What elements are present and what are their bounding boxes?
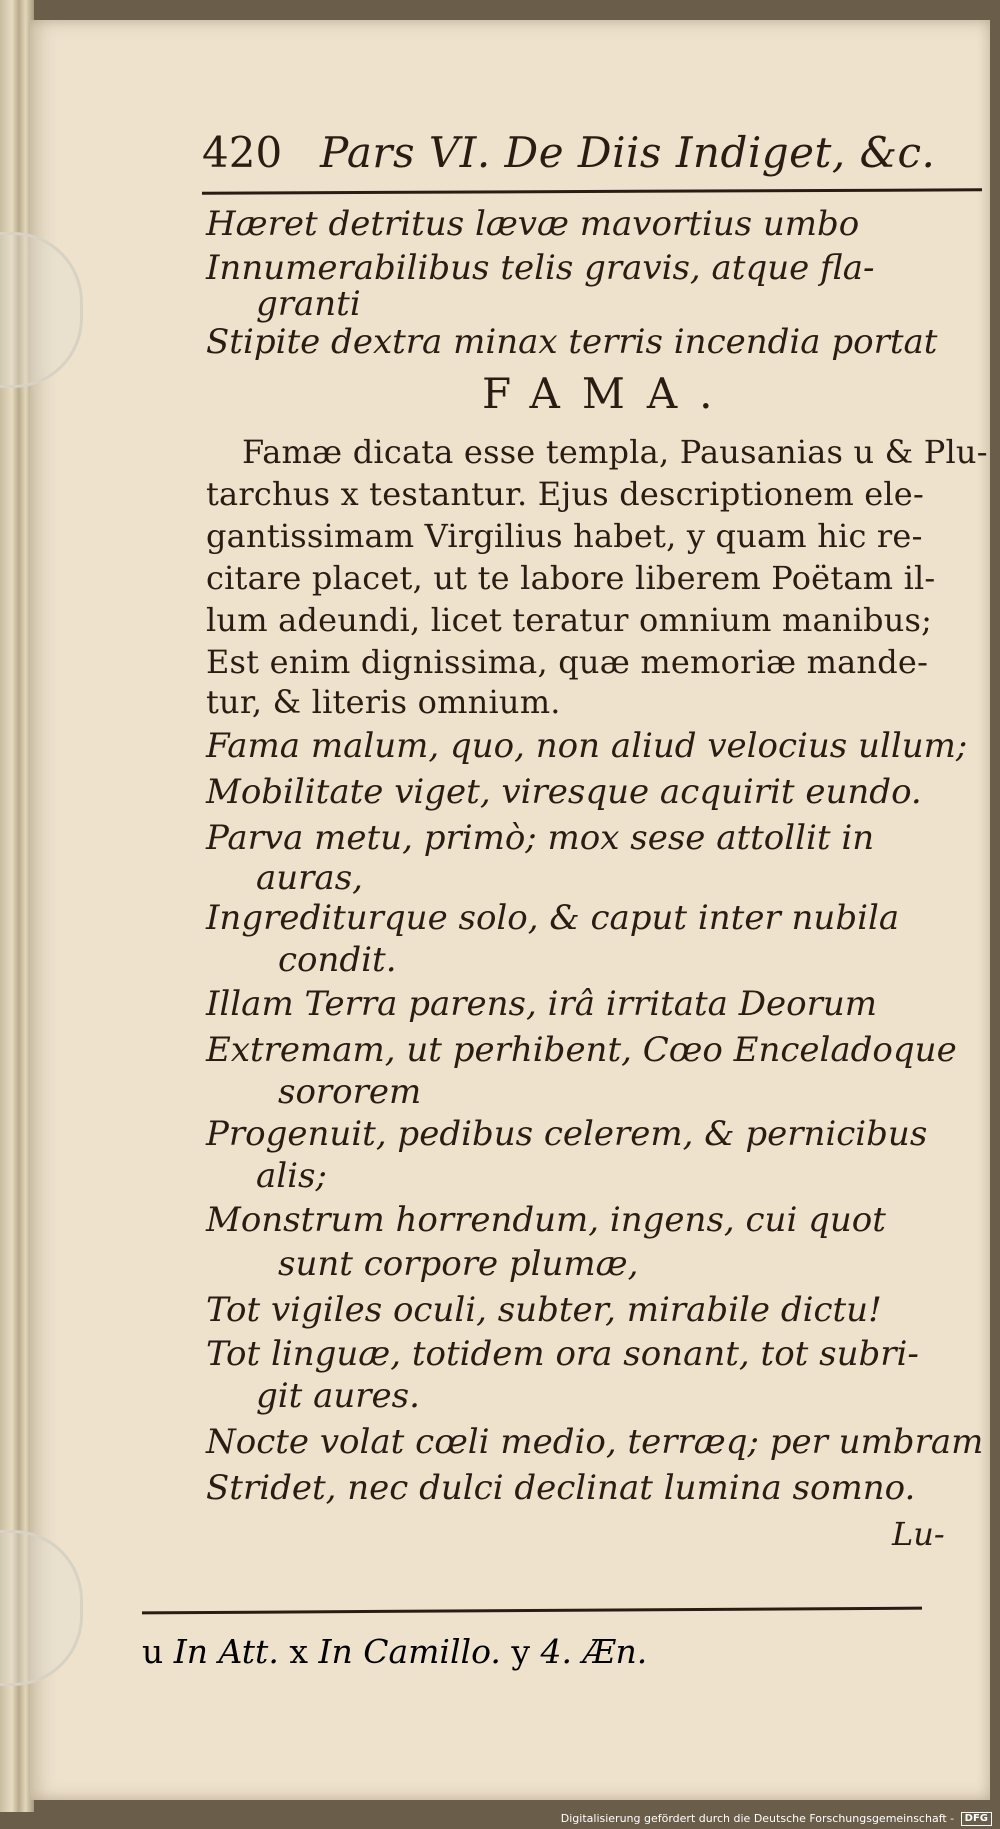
verse-line: Mobilitate viget, viresque acquirit eundo.: [206, 772, 922, 812]
prose-line: Est enim dignissima, quæ memoriæ mande-: [206, 643, 929, 681]
verse-line: Illam Terra parens, irâ irritata Deorum: [206, 984, 877, 1024]
prose-line: citare placet, ut te labore liberem Poëtam il-: [206, 559, 936, 597]
verse-line: auras,: [256, 858, 363, 898]
catchword: Lu-: [892, 1515, 945, 1553]
book-page: [30, 20, 990, 1800]
verse-line: Nocte volat cœli medio, terræq; per umbram: [206, 1422, 984, 1462]
verse-line: Fama malum, quo, non aliud velocius ullum;: [206, 726, 968, 766]
prose-line: lum adeundi, licet teratur omnium manibus;: [206, 601, 933, 639]
verse-line: Stridet, nec dulci declinat lumina somno.: [206, 1468, 916, 1508]
header-rule: [202, 188, 982, 194]
verse-line: sororem: [278, 1072, 422, 1112]
verse-line: granti: [256, 284, 361, 324]
page-header: [202, 118, 982, 188]
verse-line: Parva metu, primò; mox sese attollit in: [206, 818, 875, 858]
verse-line: Ingrediturque solo, & caput inter nubila: [206, 898, 900, 938]
section-heading: FAMA.: [482, 369, 735, 418]
verse-line: Progenuit, pedibus celerem, & pernicibus: [206, 1114, 928, 1154]
verse-line: Monstrum horrendum, ingens, cui quot: [206, 1200, 886, 1240]
prose-line: tarchus x testantur. Ejus descriptionem ele-: [206, 475, 924, 513]
running-head: Pars VI. De Diis Indiget, &c.: [320, 128, 936, 177]
verse-line: sunt corpore plumæ,: [278, 1244, 639, 1284]
digitization-credit: [561, 1812, 992, 1826]
prose-line: tur, & literis omnium.: [206, 683, 561, 721]
credit-text: Digitalisierung gefördert durch die Deutsche Forschungsgemeinschaft -: [560, 1812, 955, 1825]
verse-line: Tot vigiles oculi, subter, mirabile dictu!: [206, 1290, 882, 1330]
verse-line: Innumerabilibus telis gravis, atque fla-: [206, 248, 875, 288]
footnote-ref-u: In Att.: [173, 1632, 279, 1671]
verse-line: Extremam, ut perhibent, Cœo Enceladoque: [206, 1030, 957, 1070]
prose-line: gantissimam Virgilius habet, y quam hic re-: [206, 517, 923, 555]
verse-line: Hæret detritus lævæ mavortius umbo: [206, 204, 860, 244]
dfg-logo: DFG: [961, 1812, 992, 1826]
footnotes: [142, 1632, 647, 1671]
footnote-mark-u: u: [142, 1632, 164, 1671]
verse-line: Tot linguæ, totidem ora sonant, tot subri-: [206, 1334, 919, 1374]
verse-line: condit.: [278, 940, 397, 980]
footnote-mark-x: x: [289, 1632, 308, 1671]
prose-line: Famæ dicata esse templa, Pausanias u & Plu-: [242, 433, 988, 471]
footnote-mark-y: y: [511, 1632, 531, 1671]
page-number: 420: [202, 128, 283, 177]
verse-line: git aures.: [256, 1376, 420, 1416]
verse-line: Stipite dextra minax terris incendia portat: [206, 322, 938, 362]
footnote-ref-y: 4. Æn.: [540, 1632, 648, 1671]
verse-line: alis;: [256, 1156, 327, 1196]
footnote-ref-x: In Camillo.: [318, 1632, 501, 1671]
